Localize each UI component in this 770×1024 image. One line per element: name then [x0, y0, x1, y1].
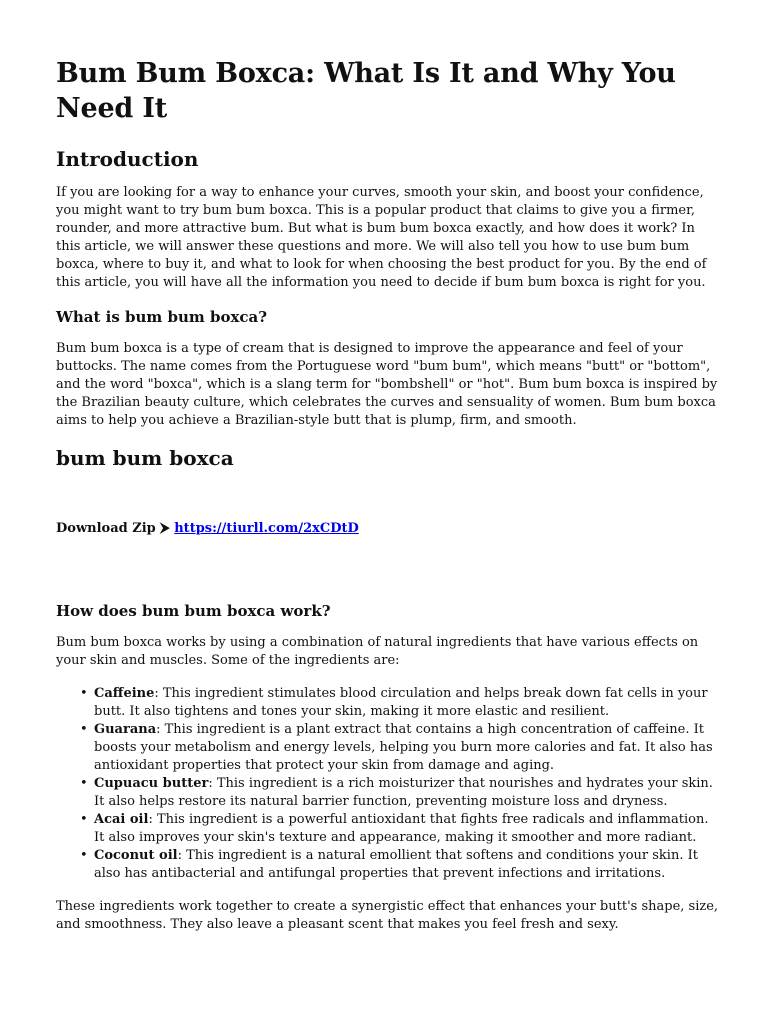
article [56, 56, 720, 934]
list-item [80, 847, 720, 883]
ingredient-name: Acai oil [94, 812, 149, 827]
ingredient-text: : This ingredient is a natural emollient that softens and conditions your skin. It also has antibacterial and antifungal properties that prevent infections and irritations. [94, 848, 698, 881]
download-link[interactable]: https://tiurll.com/2xCDtD [174, 521, 359, 536]
ingredient-name: Cupuacu butter [94, 776, 209, 791]
introduction-heading: Introduction [56, 147, 199, 171]
download-line [56, 520, 720, 538]
what-is-heading: What is bum bum boxca? [56, 308, 268, 326]
ingredient-text: : This ingredient is a rich moisturizer that nourishes and hydrates your skin. It also helps restore its natural barrier function, preventing moisture loss and dryness. [94, 776, 713, 809]
introduction-paragraph: If you are looking for a way to enhance your curves, smooth your skin, and boost your confidence, you might want to try bum bum boxca. This is a popular product that claims to give you a firmer, rounder, and more attractive bum. But what is bum bum boxca exactly, and how does it work? In this article, we will answer these questions and more. We will also tell you how to use bum bum boxca, where to buy it, and what to look for when choosing the best product for you. By the end of this article, you will have all the information you need to decide if bum bum boxca is right for you. [56, 185, 707, 290]
ingredients-list [56, 685, 720, 883]
download-label: Download Zip [56, 521, 156, 536]
bullet-icon: • [80, 722, 88, 737]
bullet-icon: • [80, 686, 88, 701]
ingredient-text: : This ingredient stimulates blood circulation and helps break down fat cells in your butt. It also tightens and tones your skin, making it more elastic and resilient. [94, 686, 708, 719]
how-it-works-heading: How does bum bum boxca work? [56, 602, 331, 620]
list-item [80, 685, 720, 721]
ingredient-name: Caffeine [94, 686, 155, 701]
ingredient-text: : This ingredient is a powerful antioxidant that fights free radicals and inflammation. It also improves your skin's texture and appearance, making it smoother and more radiant. [94, 812, 709, 845]
bullet-icon: • [80, 776, 88, 791]
bullet-icon: • [80, 848, 88, 863]
list-item [80, 721, 720, 775]
what-is-paragraph: Bum bum boxca is a type of cream that is designed to improve the appearance and feel of your buttocks. The name comes from the Portuguese word "bum bum", which means "butt" or "bottom", and the word "boxca", which is a slang term for "bombshell" or "hot". Bum bum boxca is inspired by the Brazilian beauty culture, which celebrates the curves and sensuality of women. Bum bum boxca aims to help you achieve a Brazilian-style butt that is plump, firm, and smooth. [56, 341, 718, 428]
page-title: Bum Bum Boxca: What Is It and Why You Need It [56, 58, 676, 124]
ingredient-name: Coconut oil [94, 848, 178, 863]
ingredient-text: : This ingredient is a plant extract that contains a high concentration of caffeine. It boosts your metabolism and energy levels, helping you burn more calories and fat. It also has antioxidant properties that protect your skin from damage and aging. [94, 722, 713, 773]
list-item [80, 811, 720, 847]
arrow-icon: ⮞ [160, 521, 170, 536]
how-it-works-paragraph: Bum bum boxca works by using a combination of natural ingredients that have various effects on your skin and muscles. Some of the ingredients are: [56, 635, 699, 668]
closing-paragraph: These ingredients work together to create a synergistic effect that enhances your butt's shape, size, and smoothness. They also leave a pleasant scent that makes you feel fresh and sexy. [56, 899, 719, 932]
bullet-icon: • [80, 812, 88, 827]
ingredient-name: Guarana [94, 722, 157, 737]
list-item [80, 775, 720, 811]
keyword-heading: bum bum boxca [56, 446, 234, 470]
